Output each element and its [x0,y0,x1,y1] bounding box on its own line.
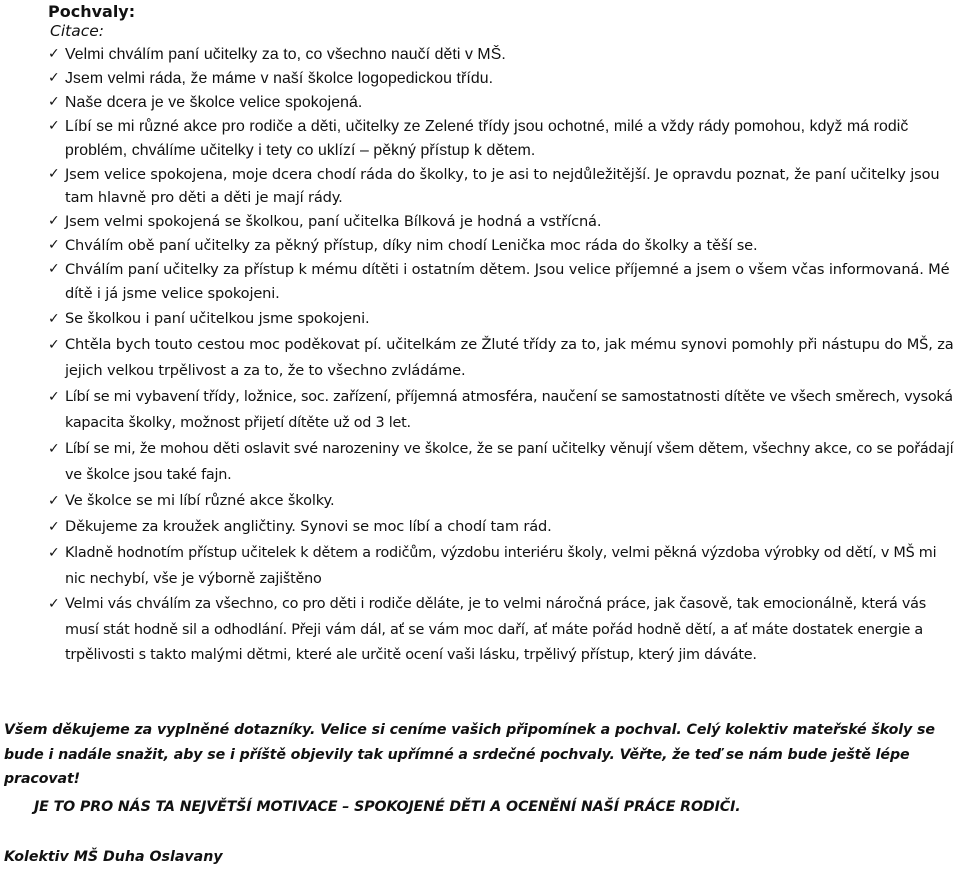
checkmark-icon: ✓ [48,237,60,254]
signature: Kolektiv MŠ Duha Oslavany [4,849,223,865]
list-item-text: Se školkou i paní učitelkou jsme spokojeni. [65,309,370,327]
motto-line: JE TO PRO NÁS TA NEJVĚTŠÍ MOTIVACE – SPOKOJENÉ DĚTI A OCENĚNÍ NAŠÍ PRÁCE RODIČI. [34,799,741,815]
checkmark-icon: ✓ [48,69,60,86]
checkmark-icon: ✓ [48,518,60,535]
list-item [30,514,960,540]
list-item-text: Chválím paní učitelky za přístup k mému dítěti i ostatním dětem. Jsou velice příjemné a jsem o všem včas informovaná. Mé dítě i já jsme velice spokojeni. [65,261,950,303]
checkmark-icon: ✓ [48,165,60,182]
checkmark-icon: ✓ [48,117,60,134]
list-item [30,384,960,436]
list-item [30,210,960,234]
list-item [30,436,960,488]
list-item [30,67,960,91]
list-item [30,115,960,163]
list-item [30,332,960,384]
list-item-text: Chtěla bych touto cestou moc poděkovat pí. učitelkám ze Žluté třídy za to, jak mému synovi pomohly při nástupu do MŠ, za jejich velkou trpělivost a za to, že to všechno zvládáme. [65,335,954,379]
checkmark-icon: ✓ [48,261,60,278]
checkmark-icon: ✓ [48,544,60,561]
section-heading: Pochvaly: [48,2,136,21]
checkmark-icon: ✓ [48,388,60,405]
list-item [30,540,960,592]
list-item [30,163,960,211]
closing-paragraph: Všem děkujeme za vyplněné dotazníky. Velice si ceníme vašich připomínek a pochval. Celý kolektiv mateřské školy se bude i nadále snažit, aby se i příště objevily tak upřímné a srdečné pochvaly. Věřte, že teď se nám bude ještě lépe pracovat! [4,722,935,787]
checkmark-icon: ✓ [48,440,60,457]
list-item-text: Velmi vás chválím za všechno, co pro děti i rodiče děláte, je to velmi náročná práce, jak časově, tak emocionálně, která vás musí stát hodně sil a odhodlání. Přeji vám dál, ať se vám moc daří, ať máte pořád hodně dětí, a ať máte dostatek energie a trpělivosti s takto malými dětmi, které ale určitě ocení vaši lásku, trpělivý přístup, který jim dáváte. [65,595,926,664]
list-item [30,91,960,115]
citations-label: Citace: [50,22,104,40]
checkmark-icon: ✓ [48,595,60,612]
checkmark-icon: ✓ [48,492,60,509]
list-item-text: Jsem velmi spokojená se školkou, paní učitelka Bílková je hodná a vstřícná. [65,213,602,231]
list-item-text: Líbí se mi různé akce pro rodiče a děti, učitelky ze Zelené třídy jsou ochotné, milé a vždy rády pomohou, když má rodič problém, chválíme učitelky i tety co uklízí – pěkný přístup k dětem. [65,117,909,159]
checkmark-icon: ✓ [48,46,60,62]
checkmark-icon: ✓ [48,213,60,230]
checkmark-icon: ✓ [48,93,60,110]
list-item-text: Chválím obě paní učitelky za pěkný přístup, díky nim chodí Lenička moc ráda do školky a těší se. [65,237,758,255]
list-item [30,43,960,67]
list-item-text: Kladně hodnotím přístup učitelek k dětem a rodičům, výzdobu interiéru školy, velmi pěkná výzdoba výrobky od dětí, v MŠ mi nic nechybí, vše je výborně zajištěno [65,544,937,587]
list-item [30,234,960,258]
list-item-text: Naše dcera je ve školce velice spokojená. [65,93,363,111]
list-item-text: Děkujeme za kroužek angličtiny. Synovi se moc líbí a chodí tam rád. [65,517,552,535]
list-item-text: Jsem velmi ráda, že máme v naší školce logopedickou třídu. [65,69,494,87]
praise-list [30,43,960,669]
list-item-text: Velmi chválím paní učitelky za to, co všechno naučí děti v MŠ. [65,46,506,63]
list-item-text: Ve školce se mi líbí různé akce školky. [65,491,335,509]
list-item [30,488,960,514]
checkmark-icon: ✓ [48,310,60,327]
checkmark-icon: ✓ [48,336,60,353]
list-item [30,592,960,669]
list-item-text: Líbí se mi vybavení třídy, ložnice, soc. zařízení, příjemná atmosféra, naučení se samostatnosti dítěte ve všech směrech, vysoká kapacita školky, možnost přijetí dítěte už od 3 let. [65,388,953,431]
list-item [30,306,960,332]
list-item-text: Jsem velice spokojena, moje dcera chodí ráda do školky, to je asi to nejdůležitější. Je opravdu poznat, že paní učitelky jsou tam hlavně pro děti a děti je mají rády. [65,165,940,207]
list-item [30,258,960,306]
list-item-text: Líbí se mi, že mohou děti oslavit své narozeniny ve školce, že se paní učitelky věnují všem dětem, všechny akce, co se pořádají ve školce jsou také fajn. [65,440,954,483]
